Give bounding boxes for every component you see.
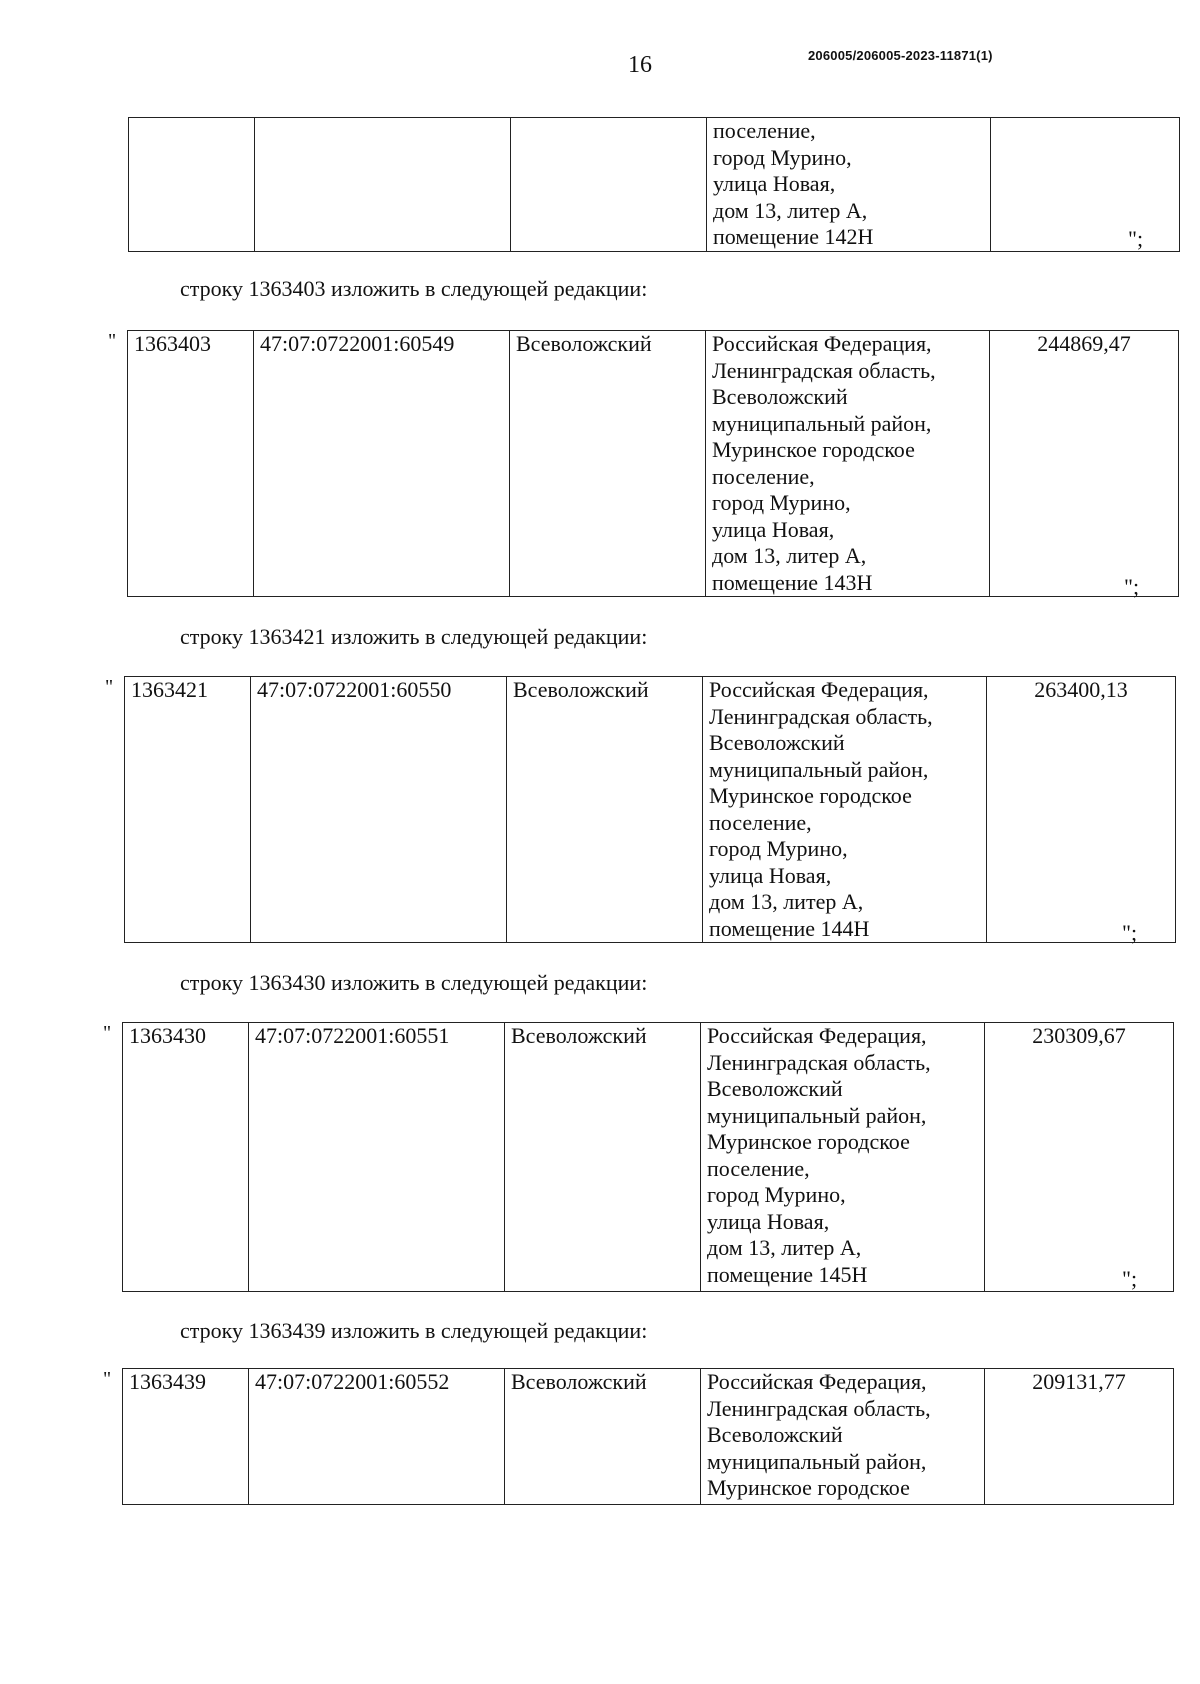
address-line: город Мурино, [709,836,848,861]
address-line: Ленинградская область, [709,703,933,729]
address-line: Всеволожский [707,1422,843,1447]
address-cell [701,1023,985,1292]
value-cell [991,118,1180,252]
address-line: помещение 144Н [709,915,870,941]
address-line: муниципальный район, [707,1448,927,1474]
cadastral-cell: 47:07:0722001:60550 [251,677,507,943]
instruction-text: строку 1363421 изложить в следующей редакции: [180,624,648,649]
address-line: поселение, [707,1155,810,1181]
address-line: Ленинградская область, [707,1049,931,1075]
district-cell [511,118,707,252]
address-cell [703,677,987,943]
closing-quote: "; [1122,920,1138,945]
cadastral-cell [255,118,511,252]
table-row [128,331,1179,597]
id-cell: 1363430 [123,1023,249,1292]
table-row [125,677,1176,943]
opening-quote: " [103,1368,112,1390]
address-line: дом 13, литер А, [712,543,867,568]
address-line: муниципальный район, [709,756,929,782]
address-line: Российская Федерация, [712,331,932,356]
address-line: дом 13, литер А, [709,889,864,914]
address-line: город Мурино, [713,144,852,170]
instruction-text: строку 1363430 изложить в следующей редакции: [180,970,648,995]
address-line: помещение 145Н [707,1261,868,1287]
address-line: поселение, [712,463,815,489]
address-line: Всеволожский [707,1076,843,1101]
address-line: муниципальный район, [712,410,932,436]
cadastral-cell: 47:07:0722001:60549 [254,331,510,597]
id-cell [129,118,255,252]
address-line: Муринское городское [707,1129,910,1154]
instruction-text: строку 1363439 изложить в следующей редакции: [180,1318,648,1343]
address-line: дом 13, литер А, [707,1235,862,1260]
closing-quote: "; [1128,226,1144,251]
value-cell: 263400,13 [987,677,1176,943]
address-line: Всеволожский [712,384,848,409]
value-cell: 244869,47 [990,331,1179,597]
address-line: Ленинградская область, [707,1395,931,1421]
address-line: Муринское городское [709,783,912,808]
address-line: муниципальный район, [707,1102,927,1128]
address-line: помещение 143Н [712,569,873,595]
address-line: улица Новая, [713,171,836,196]
address-line: Российская Федерация, [709,677,929,702]
id-cell: 1363421 [125,677,251,943]
continuation-table [128,117,1180,252]
address-line: улица Новая, [707,1208,830,1234]
id-cell: 1363439 [123,1369,249,1505]
entry-table [127,330,1179,597]
cadastral-cell: 47:07:0722001:60552 [249,1369,505,1505]
address-line: улица Новая, [709,862,832,888]
entry-table [124,676,1176,943]
value-cell: 230309,67 [985,1023,1174,1292]
address-line: помещение 142Н [713,224,874,249]
address-line: Российская Федерация, [707,1369,927,1394]
district-cell: Всеволожский [505,1023,701,1292]
address-line: поселение, [713,118,816,143]
page-number: 16 [628,52,652,78]
table-row [123,1369,1174,1505]
table-row [129,118,1180,252]
address-cell [707,118,991,252]
district-cell: Всеволожский [507,677,703,943]
closing-quote: "; [1122,1266,1138,1291]
opening-quote: " [103,1022,112,1044]
address-line: город Мурино, [712,490,851,515]
id-cell: 1363403 [128,331,254,597]
address-line: Ленинградская область, [712,357,936,383]
document-id: 206005/206005-2023-11871(1) [808,48,993,63]
address-cell [706,331,990,597]
address-line: Всеволожский [709,730,845,755]
address-line: улица Новая, [712,516,835,542]
entry-table [122,1368,1174,1505]
closing-quote: "; [1124,574,1140,599]
address-line: дом 13, литер А, [713,197,868,223]
value-cell: 209131,77 [985,1369,1174,1505]
instruction-text: строку 1363403 изложить в следующей редакции: [180,276,648,301]
address-line: город Мурино, [707,1182,846,1207]
address-line: Российская Федерация, [707,1023,927,1048]
address-line: Муринское городское [707,1475,910,1500]
address-line: поселение, [709,809,812,835]
opening-quote: " [108,330,117,352]
entry-table [122,1022,1174,1292]
address-cell [701,1369,985,1505]
address-line: Муринское городское [712,437,915,462]
district-cell: Всеволожский [505,1369,701,1505]
table-row [123,1023,1174,1292]
district-cell: Всеволожский [510,331,706,597]
cadastral-cell: 47:07:0722001:60551 [249,1023,505,1292]
opening-quote: " [105,676,114,698]
